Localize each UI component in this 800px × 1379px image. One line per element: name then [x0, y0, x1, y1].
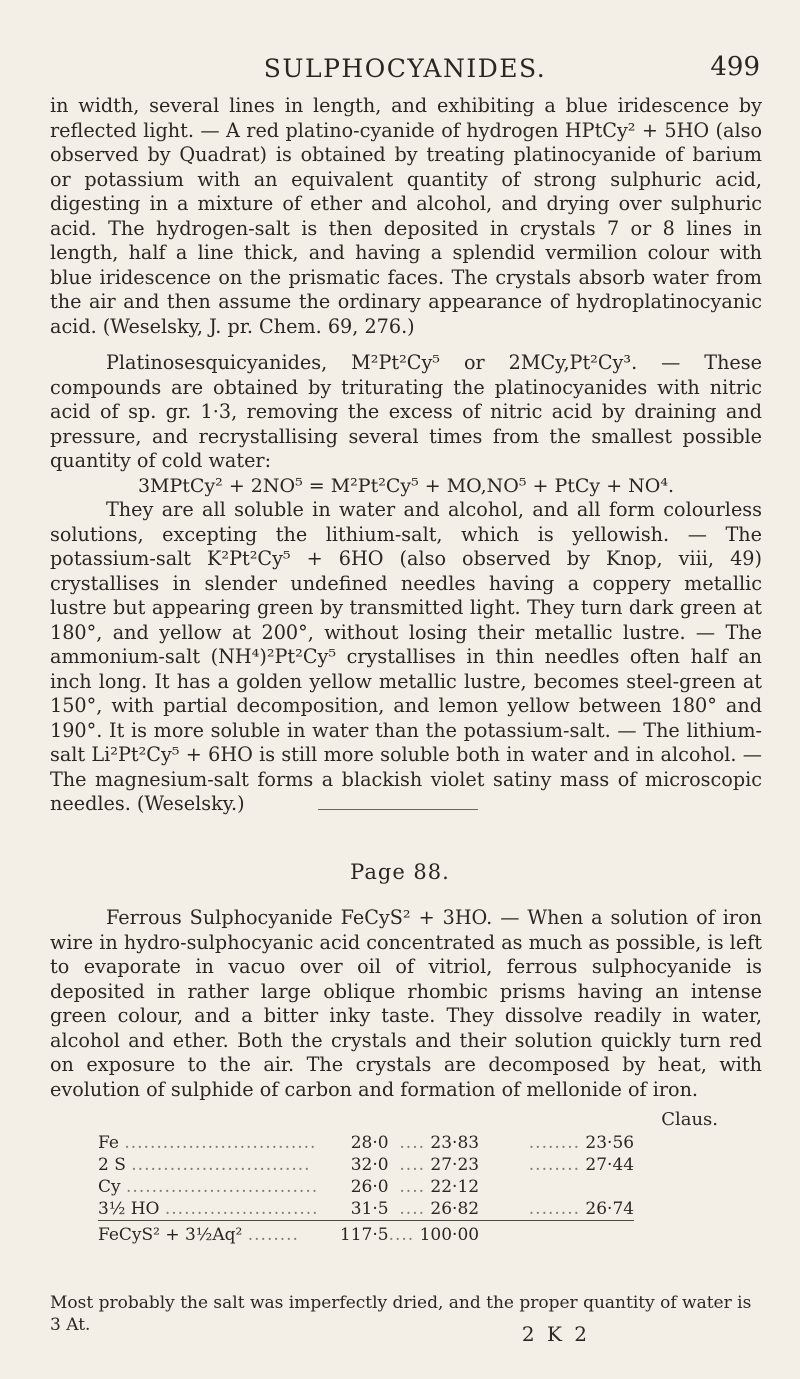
- paragraph-hydrogen-salt: in width, several lines in length, and exhibiting a blue iridescence by reflected light. — A red platino-cyanide of hydrogen HPtCy² + 5HO (also observed by Quadrat) is obtained by treating platinocyanide of barium or potassium with an equivalent quantity of strong sulphuric acid, digesting in a mixture of ether and alcohol, and drying over sulphuric acid. The hydrogen-salt is then deposited in crystals 7 or 8 lines in length, half a line thick, and having a splendid vermilion colour with blue iridescence on the prismatic faces. The crystals absorb water from the air and then assume the ordinary appearance of hydroplatinocyanic acid. (Weselsky, J. pr. Chem. 69, 276.): [50, 94, 762, 338]
- claus-value: 27·44: [585, 1155, 635, 1175]
- percent-value: 22·12: [430, 1177, 480, 1197]
- claus-value: 26·74: [585, 1199, 635, 1219]
- table-row: 3½ HO ........................ 31·5 .... 26·82 ........ 26·74: [98, 1199, 635, 1219]
- row-label: Cy: [98, 1177, 121, 1197]
- percent-value: 26·82: [430, 1199, 480, 1219]
- running-header: [50, 50, 760, 90]
- table-row: Cy .............................. 26·0 .... 22·12: [98, 1177, 480, 1197]
- signature-mark: 2 K 2: [521, 1322, 590, 1346]
- row-label: Fe: [98, 1133, 119, 1153]
- row-label: 3½ HO: [98, 1199, 160, 1219]
- footnote: Most probably the salt was imperfectly dried, and the proper quantity of water is 3 At.: [50, 1293, 752, 1335]
- total-calc-value: 117·5: [339, 1225, 389, 1245]
- calc-value: 32·0: [350, 1155, 389, 1175]
- claus-column-label: Claus.: [661, 1109, 718, 1130]
- section-text-block: [50, 906, 762, 1102]
- percent-value: 27·23: [430, 1155, 480, 1175]
- paragraph-salts: They are all soluble in water and alcohol, and all form colourless solutions, excepting the lithium-salt, which is yellowish. — The potassium-salt K²Pt²Cy⁵ + 6HO (also observed by Knop, viii, 49) crystallises in slender undefined needles having a coppery metallic lustre but appearing green by transmitted light. They turn dark green at 180°, and yellow at 200°, without losing their metallic lustre. — The ammonium-salt (NH⁴)²Pt²Cy⁵ crystallises in thin needles often half an inch long. It has a golden yellow metallic lustre, becomes steel-green at 150°, with partial decomposition, and lemon yellow between 180° and 190°. It is more soluble in water than the potassium-salt. — The lithium-salt Li²Pt²Cy⁵ + 6HO is still more soluble both in water and in alcohol. — The magnesium-salt forms a blackish violet satiny mass of microscopic needles. (Weselsky.): [50, 498, 762, 815]
- section-heading: Page 88.: [350, 860, 450, 884]
- page-number: 499: [710, 52, 760, 82]
- section-divider: [318, 809, 478, 810]
- total-label: FeCyS² + 3½Aq²: [98, 1225, 243, 1245]
- claus-value: 23·56: [585, 1133, 635, 1153]
- chemical-equation: 3MPtCy² + 2NO⁵ = M²Pt²Cy⁵ + MO,NO⁵ + PtCy + NO⁴.: [137, 474, 675, 497]
- percent-value: 23·83: [430, 1133, 480, 1153]
- analysis-table: [98, 1132, 634, 1246]
- running-title: SULPHOCYANIDES.: [263, 54, 547, 83]
- table-row: Fe .............................. 28·0 .... 23·83 ........ 23·56: [98, 1133, 635, 1153]
- paragraph-platinosesquicyanides: Platinosesquicyanides, M²Pt²Cy⁵ or 2MCy,Pt²Cy³. — These compounds are obtained by triturating the platinocyanides with nitric acid of sp. gr. 1·3, removing the excess of nitric acid by draining and pressure, and recrystallising several times from the smallest possible quantity of cold water:: [50, 351, 762, 472]
- calc-value: 26·0: [350, 1177, 389, 1197]
- row-label: 2 S: [98, 1155, 126, 1175]
- total-percent-value: 100·00: [419, 1225, 480, 1245]
- table-total-row: FeCyS² + 3½Aq² ........ 117·5 .... 100·00: [98, 1221, 634, 1247]
- calc-value: 28·0: [350, 1133, 389, 1153]
- table-row: 2 S ............................ 32·0 .... 27·23 ........ 27·44: [98, 1155, 635, 1175]
- calc-value: 31·5: [350, 1199, 389, 1219]
- main-text-block: [50, 94, 762, 817]
- paragraph-ferrous-sulphocyanide: Ferrous Sulphocyanide FeCyS² + 3HO. — When a solution of iron wire in hydro-sulphocyanic acid concentrated as much as possible, is left to evaporate in vacuo over oil of vitriol, ferrous sulphocyanide is deposited in rather large oblique rhombic prisms having an intense green colour, and a bitter inky taste. They dissolve readily in water, alcohol and ether. Both the crystals and their solution quickly turn red on exposure to the air. The crystals are decomposed by heat, with evolution of sulphide of carbon and formation of mellonide of iron.: [50, 906, 762, 1101]
